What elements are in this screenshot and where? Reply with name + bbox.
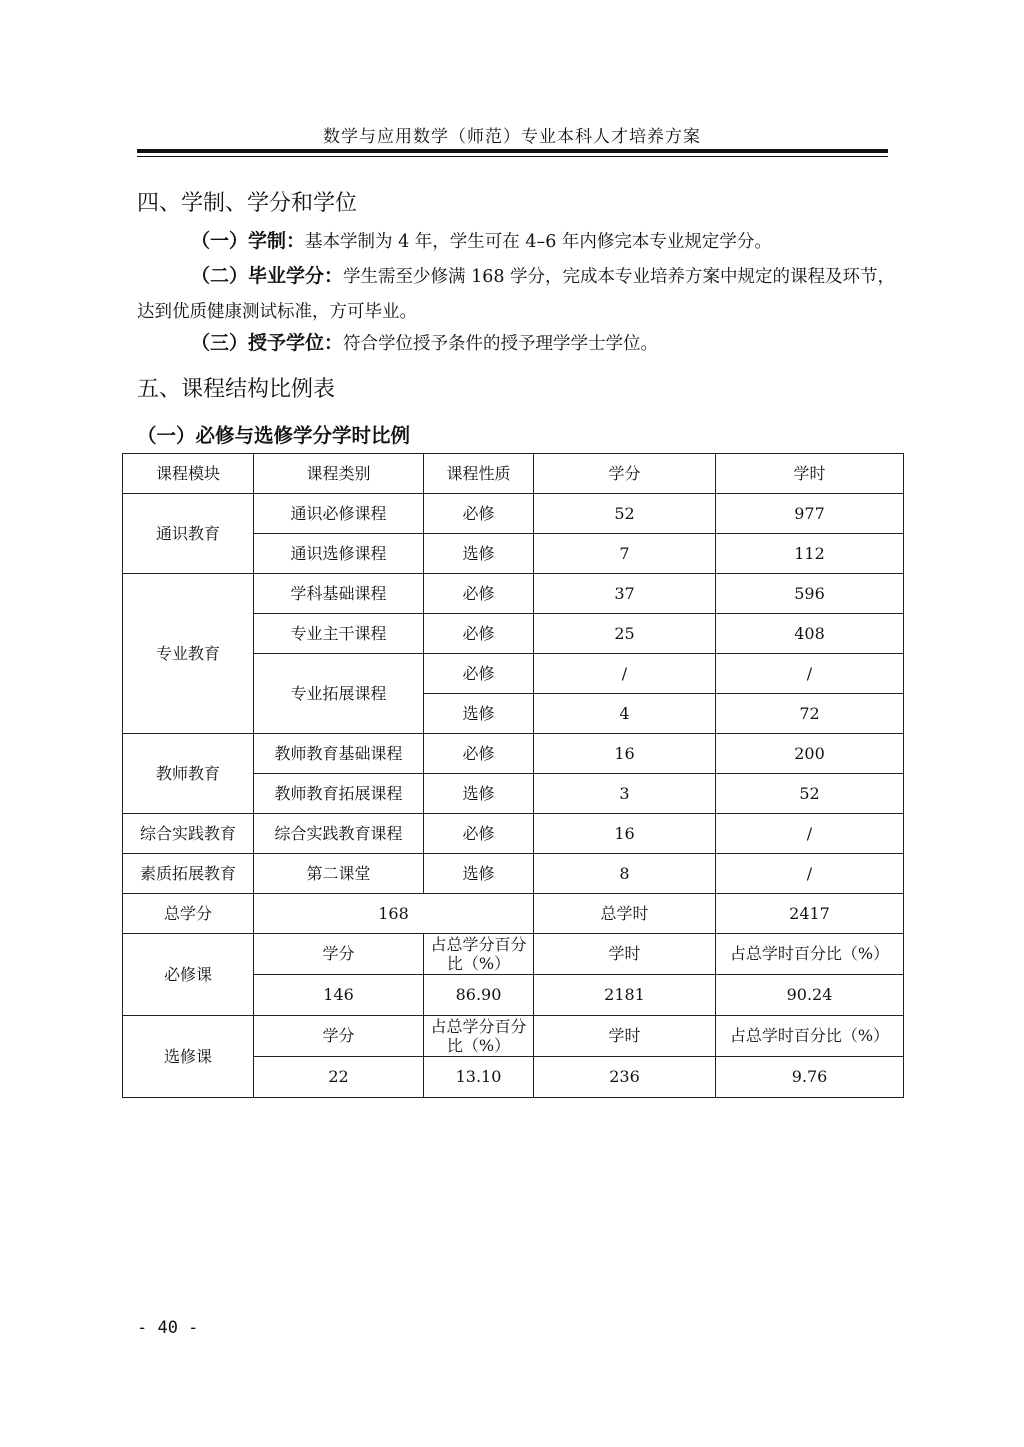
summary-header-hours-pct: 占总学时百分比（%） xyxy=(716,1016,904,1057)
required-credit-pct: 86.90 xyxy=(424,975,534,1016)
course-structure-table xyxy=(122,453,904,1098)
section-4-title: 四、学制、学分和学位 xyxy=(137,191,358,216)
hours-cell: / xyxy=(716,854,904,894)
credit-cell: / xyxy=(534,654,716,694)
header-cell: 学分 xyxy=(534,454,716,494)
category-cell: 教师教育基础课程 xyxy=(254,734,424,774)
table-row xyxy=(123,574,904,614)
credit-cell: 52 xyxy=(534,494,716,534)
elective-header-row xyxy=(123,1016,904,1057)
summary-header-hours-pct: 占总学时百分比（%） xyxy=(716,934,904,975)
required-header-row xyxy=(123,934,904,975)
nature-cell: 必修 xyxy=(424,654,534,694)
module-cell: 素质拓展教育 xyxy=(123,854,254,894)
nature-cell: 必修 xyxy=(424,614,534,654)
credit-cell: 16 xyxy=(534,734,716,774)
running-header: 数学与应用数学（师范）专业本科人才培养方案 xyxy=(323,127,701,147)
hours-cell: 408 xyxy=(716,614,904,654)
summary-header-credit-pct: 占总学分百分比（%） xyxy=(424,934,534,975)
category-cell: 通识选修课程 xyxy=(254,534,424,574)
table-row xyxy=(123,494,904,534)
hours-cell: 52 xyxy=(716,774,904,814)
table-row xyxy=(123,814,904,854)
credit-cell: 3 xyxy=(534,774,716,814)
credit-cell: 4 xyxy=(534,694,716,734)
paragraph-degree xyxy=(137,326,897,362)
summary-header-credit: 学分 xyxy=(254,934,424,975)
nature-cell: 选修 xyxy=(424,774,534,814)
hours-cell: 72 xyxy=(716,694,904,734)
header-rule-thick xyxy=(137,149,888,153)
hours-cell: / xyxy=(716,654,904,694)
hours-cell: 200 xyxy=(716,734,904,774)
module-cell: 专业教育 xyxy=(123,574,254,734)
category-cell: 第二课堂 xyxy=(254,854,424,894)
credit-cell: 37 xyxy=(534,574,716,614)
lead-degree: （三）授予学位： xyxy=(191,332,344,354)
header-rule-thin xyxy=(137,156,888,157)
category-cell: 学科基础课程 xyxy=(254,574,424,614)
credit-cell: 8 xyxy=(534,854,716,894)
elective-hours-pct: 9.76 xyxy=(716,1057,904,1098)
hours-cell: 112 xyxy=(716,534,904,574)
nature-cell: 选修 xyxy=(424,854,534,894)
total-hours-value: 2417 xyxy=(716,894,904,934)
table-row xyxy=(123,734,904,774)
nature-cell: 选修 xyxy=(424,534,534,574)
module-cell: 教师教育 xyxy=(123,734,254,814)
header-cell: 课程性质 xyxy=(424,454,534,494)
text-graduation-credits: 学生需至少修满 168 学分，完成本专业培养方案中规定的课程及环节，达到优质健康测试标准，方可毕业。 xyxy=(137,267,896,322)
text-degree: 符合学位授予条件的授予理学学士学位。 xyxy=(343,334,659,354)
table-header-row xyxy=(123,454,904,494)
summary-header-hours: 学时 xyxy=(534,934,716,975)
elective-label: 选修课 xyxy=(123,1016,254,1098)
elective-hours: 236 xyxy=(534,1057,716,1098)
hours-cell: 596 xyxy=(716,574,904,614)
header-cell: 课程类别 xyxy=(254,454,424,494)
summary-header-hours: 学时 xyxy=(534,1016,716,1057)
lead-graduation-credits: （二）毕业学分： xyxy=(191,265,344,287)
text-schooling: 基本学制为 4 年，学生可在 4–6 年内修完本专业规定学分。 xyxy=(305,232,772,252)
hours-cell: 977 xyxy=(716,494,904,534)
nature-cell: 必修 xyxy=(424,494,534,534)
total-credit-label: 总学分 xyxy=(123,894,254,934)
summary-header-credit: 学分 xyxy=(254,1016,424,1057)
nature-cell: 必修 xyxy=(424,734,534,774)
required-hours: 2181 xyxy=(534,975,716,1016)
table-row xyxy=(123,854,904,894)
hours-cell: / xyxy=(716,814,904,854)
required-credit: 146 xyxy=(254,975,424,1016)
lead-schooling: （一）学制： xyxy=(191,230,306,252)
category-cell: 专业拓展课程 xyxy=(254,654,424,734)
summary-header-credit-pct: 占总学分百分比（%） xyxy=(424,1016,534,1057)
module-cell: 综合实践教育 xyxy=(123,814,254,854)
page-number: - 40 - xyxy=(137,1318,199,1338)
nature-cell: 必修 xyxy=(424,814,534,854)
paragraph-graduation-credits xyxy=(137,259,897,330)
category-cell: 专业主干课程 xyxy=(254,614,424,654)
required-label: 必修课 xyxy=(123,934,254,1016)
elective-credit-pct: 13.10 xyxy=(424,1057,534,1098)
category-cell: 通识必修课程 xyxy=(254,494,424,534)
section-5-title: 五、课程结构比例表 xyxy=(137,377,336,402)
required-hours-pct: 90.24 xyxy=(716,975,904,1016)
category-cell: 教师教育拓展课程 xyxy=(254,774,424,814)
total-hours-label: 总学时 xyxy=(534,894,716,934)
total-credit-value: 168 xyxy=(254,894,534,934)
credit-cell: 16 xyxy=(534,814,716,854)
credit-cell: 25 xyxy=(534,614,716,654)
subsection-title: （一）必修与选修学分学时比例 xyxy=(137,424,411,447)
nature-cell: 必修 xyxy=(424,574,534,614)
total-row xyxy=(123,894,904,934)
paragraph-schooling xyxy=(137,224,897,260)
header-cell: 学时 xyxy=(716,454,904,494)
module-cell: 通识教育 xyxy=(123,494,254,574)
credit-cell: 7 xyxy=(534,534,716,574)
nature-cell: 选修 xyxy=(424,694,534,734)
header-cell: 课程模块 xyxy=(123,454,254,494)
elective-credit: 22 xyxy=(254,1057,424,1098)
category-cell: 综合实践教育课程 xyxy=(254,814,424,854)
